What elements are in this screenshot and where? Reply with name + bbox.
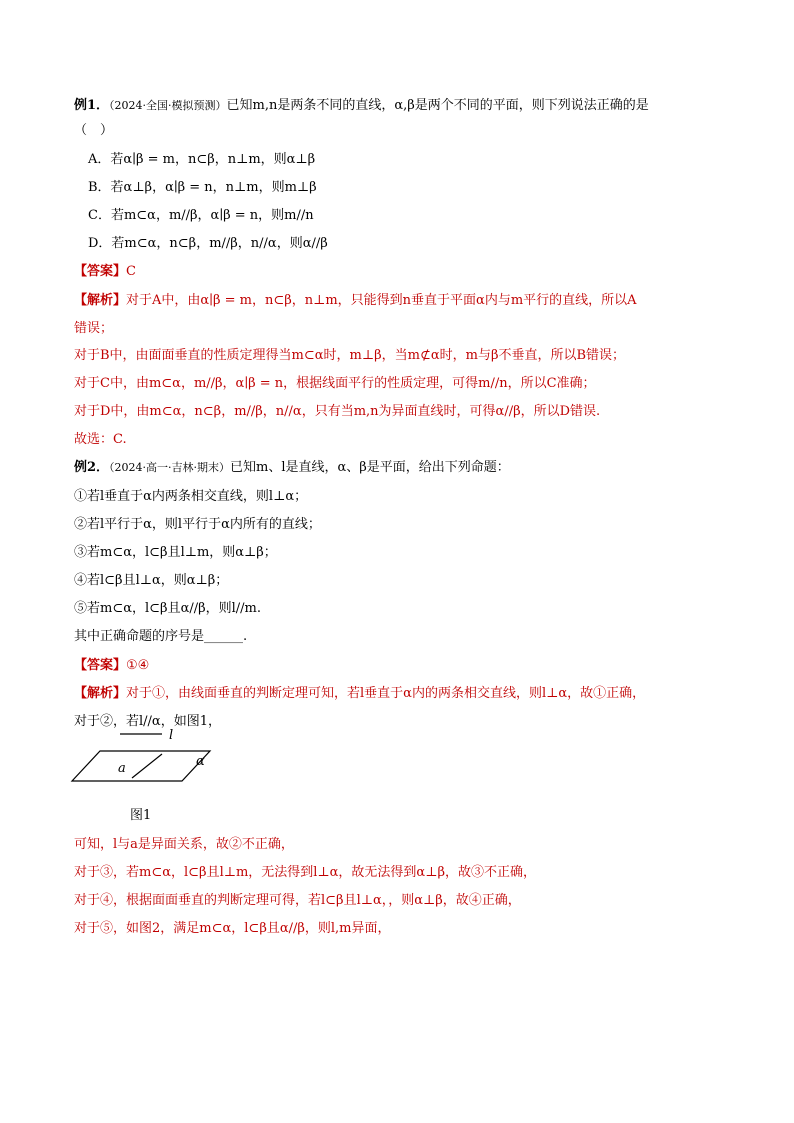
example-2-answer — [74, 656, 724, 676]
analysis-line: 对于③，若m⊂α，l⊂β且l⊥m，无法得到l⊥α，故无法得到α⊥β，故③不正确， — [74, 865, 536, 880]
analysis-line: 错误； — [74, 321, 114, 336]
proposition-2: ②若l平行于α，则l平行于α内所有的直线； — [74, 517, 321, 532]
analysis-text: 对于①，由线面垂直的判断定理可知，若l垂直于α内的两条相交直线，则l⊥α，故①正确， — [126, 686, 646, 701]
analysis-line: 对于B中，由面面垂直的性质定理得当m⊂α时，m⊥β，当m⊄α时，m与β不垂直，所以B错误； — [74, 348, 626, 363]
analysis-line: 故选：C. — [74, 432, 127, 447]
analysis-line: 对于C中，由m⊂α，m//β，α∣β = n，根据线面平行的性质定理，可得m//n，所以C准确； — [74, 376, 596, 391]
option-b: B．若α⊥β，α∣β = n，n⊥m，则m⊥β — [88, 180, 317, 195]
plane-parallelogram — [72, 751, 210, 781]
line-a — [132, 754, 162, 778]
option-c: C．若m⊂α，m//β，α∣β = n，则m//n — [88, 208, 314, 223]
example-2-question: 已知m、l是直线，α、β是平面，给出下列命题： — [230, 460, 510, 475]
proposition-3: ③若m⊂α，l⊂β且l⊥m，则α⊥β； — [74, 545, 277, 560]
example-1-header — [74, 96, 724, 116]
answer-label: 【答案】 — [74, 264, 127, 279]
example-2-label: 例2． — [74, 460, 110, 475]
fill-in-question: 其中正确命题的序号是______. — [74, 629, 248, 644]
figure-1-diagram — [70, 726, 220, 788]
plane-label: α — [196, 754, 205, 769]
analysis-line — [74, 684, 724, 704]
proposition-4: ④若l⊂β且l⊥α，则α⊥β； — [74, 573, 229, 588]
analysis-line: 对于②，若l//α，如图1， — [74, 714, 221, 729]
answer-value: ①④ — [126, 658, 150, 673]
figure-1-caption: 图1 — [130, 808, 152, 823]
answer-value: C — [126, 264, 136, 279]
proposition-5: ⑤若m⊂α，l⊂β且α//β，则l//m. — [74, 601, 261, 616]
example-2-source: （2024·高一·吉林·期末） — [109, 461, 231, 474]
example-1-source: （2024·全国·模拟预测） — [109, 99, 227, 112]
analysis-line: 可知，l与a是异面关系，故②不正确， — [74, 837, 294, 852]
example-2-header — [74, 458, 724, 478]
analysis-line: 对于④，根据面面垂直的判断定理可得，若l⊂β且l⊥α，，则α⊥β，故④正确， — [74, 893, 521, 908]
option-d: D．若m⊂α，n⊂β，m//β，n//α，则α//β — [88, 236, 328, 251]
example-1-question: 已知m,n是两条不同的直线，α,β是两个不同的平面，则下列说法正确的是 — [226, 98, 649, 113]
proposition-1: ①若l垂直于α内两条相交直线，则l⊥α； — [74, 489, 308, 504]
analysis-text: 对于A中，由α∣β = m，n⊂β，n⊥m，只能得到n垂直于平面α内与m平行的直线，所以A — [126, 293, 637, 308]
example-1-answer-paren: （ ） — [74, 123, 114, 138]
option-a: A．若α∣β = m，n⊂β，n⊥m，则α⊥β — [88, 152, 316, 167]
analysis-line: 对于D中，由m⊂α，n⊂β，m//β，n//α，只有当m,n为异面直线时，可得α//β，所以D错误. — [74, 404, 601, 419]
answer-label: 【答案】 — [74, 658, 127, 673]
example-1-answer — [74, 262, 724, 282]
analysis-line — [74, 291, 724, 311]
analysis-line: 对于⑤，如图2，满足m⊂α，l⊂β且α//β，则l,m异面， — [74, 921, 391, 936]
analysis-label: 【解析】 — [74, 293, 127, 308]
line-a-label: a — [118, 761, 126, 776]
example-1-label: 例1． — [74, 98, 110, 113]
analysis-label: 【解析】 — [74, 686, 127, 701]
line-l-label: l — [169, 728, 174, 743]
